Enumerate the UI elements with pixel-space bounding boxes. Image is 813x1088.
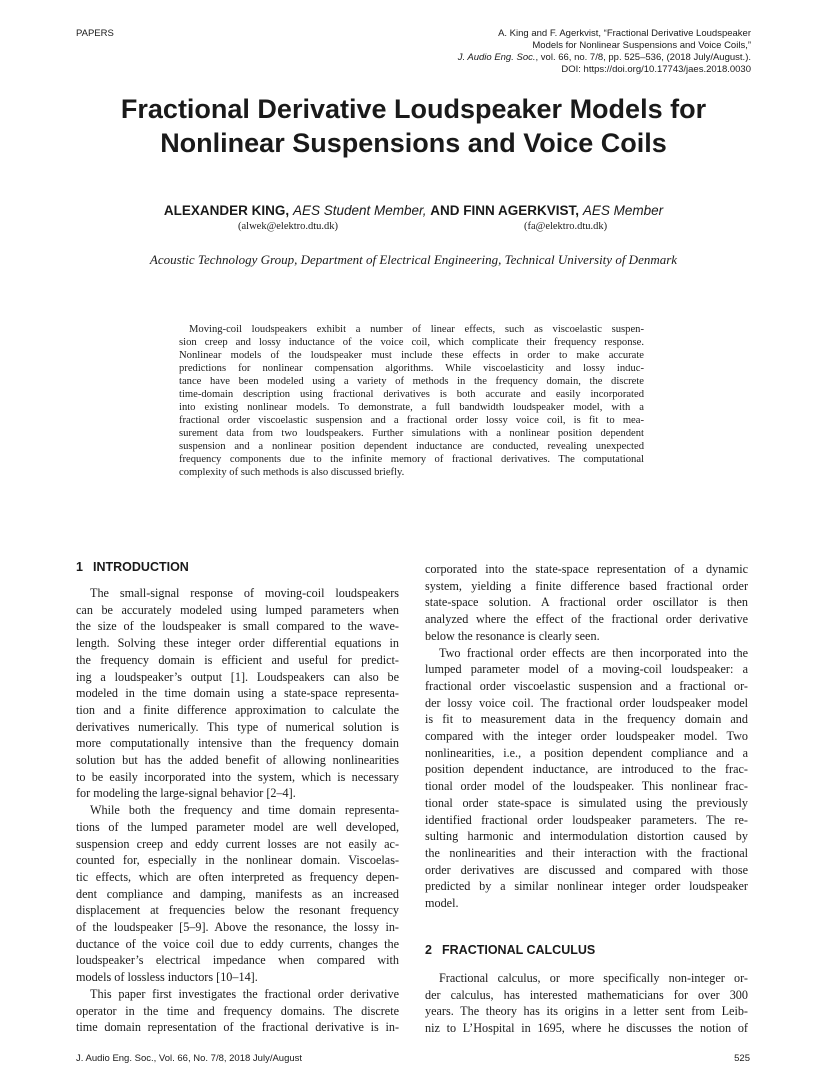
section-heading-introduction xyxy=(76,560,189,574)
footer-page-number: 525 xyxy=(734,1053,750,1064)
body-line: Two fractional order effects are then incorporated into the xyxy=(439,645,748,660)
body-line: the frequency domain is efficient and useful for predict- xyxy=(76,652,399,667)
body-line: corporated into the state-space representation of a dynamic xyxy=(425,562,748,576)
body-line: ing a loudspeaker’s output [1]. Loudspeakers can also be xyxy=(76,669,399,684)
body-line: is fit to measurement data in the frequency domain and xyxy=(425,712,748,727)
body-line: the nonlinearities and their interaction with the fractional xyxy=(425,845,748,860)
abstract-line: fractional order viscoelastic suspension and a fractional order lossy voice coil, is fit to mea- xyxy=(179,415,644,426)
citation-journal-details: , vol. 66, no. 7/8, pp. 525–536, (2018 July/August.). xyxy=(535,52,751,63)
body-line: for modeling the large-signal behavior [2–4]. xyxy=(76,786,296,801)
author-1-name: ALEXANDER KING, xyxy=(163,203,290,218)
body-line: This paper first investigates the fractional order derivative xyxy=(90,986,399,1001)
body-line: counted for, especially in the nonlinear domain. Viscoelas- xyxy=(76,853,399,868)
abstract-line: into existing nonlinear models. To demonstrate, a full bandwidth loudspeaker model, with a xyxy=(179,402,644,413)
body-line: nonlinearities, i.e., a position dependent compliance and a xyxy=(425,745,748,760)
right-column-body xyxy=(425,561,748,912)
body-line: below the resonance is clearly seen. xyxy=(425,628,600,643)
section-title: INTRODUCTION xyxy=(93,560,189,574)
body-line: solution but has the added benefit of allowing nonlinearities xyxy=(76,753,399,768)
body-line: ductance of the voice coil due to eddy currents, changes the xyxy=(76,936,399,951)
abstract-line: surement data from two loudspeakers. Further simulations with a nonlinear position dependent xyxy=(179,428,644,439)
body-line: identified fractional order loudspeaker parameters. The re- xyxy=(425,812,748,827)
body-line: niz to L’Hospital in 1695, where he discusses the notion of xyxy=(425,1021,748,1036)
body-line: position dependent inductance, are introduced to the frac- xyxy=(425,762,748,777)
citation-journal: J. Audio Eng. Soc. xyxy=(457,52,536,63)
body-line: system, yielding a finite difference based fractional order xyxy=(425,578,748,593)
body-line: more computationally intensive than the frequency domain xyxy=(76,736,399,751)
author-2-role: AES Member xyxy=(582,203,664,218)
body-line: lumped parameter model of a moving-coil loudspeaker: a xyxy=(425,662,748,677)
body-line: tions of the lumped parameter model are well developed, xyxy=(76,819,399,834)
body-line: can be accurately modeled using lumped parameters when xyxy=(76,602,399,617)
citation-line: Models for Nonlinear Suspensions and Voice Coils,” xyxy=(532,40,751,51)
body-line: displacement at frequencies below the resonant frequency xyxy=(76,903,399,918)
body-line: order derivatives are discussed and compared with those xyxy=(425,862,748,877)
body-line: analyzed where the effect of the fractional order derivative xyxy=(425,612,748,627)
body-line: suspension creep and eddy current losses are not easily ac- xyxy=(76,836,399,851)
title-line: Nonlinear Suspensions and Voice Coils xyxy=(160,128,667,158)
author-2-email: (fa@elektro.dtu.dk) xyxy=(524,221,608,232)
abstract-line: sion creep and lossy inductance of the voice coil, which complicate their frequency response. xyxy=(179,337,644,348)
title-line: Fractional Derivative Loudspeaker Models for xyxy=(120,94,707,124)
body-line: time domain representation of the fractional derivative is in- xyxy=(76,1020,399,1035)
author-line xyxy=(76,203,751,218)
body-line: operator in the time and frequency domains. The discrete xyxy=(76,1003,399,1018)
citation-journal-line xyxy=(331,52,751,64)
body-line: years. The theory has its origins in a letter sent from Leib- xyxy=(425,1004,748,1019)
citation-line: A. King and F. Agerkvist, “Fractional Derivative Loudspeaker xyxy=(498,28,751,39)
citation-doi: DOI: https://doi.org/10.17743/jaes.2018.0030 xyxy=(561,64,751,75)
footer-journal-issue: J. Audio Eng. Soc., Vol. 66, No. 7/8, 2018 July/August xyxy=(76,1053,303,1064)
body-line: tional order model of the loudspeaker. This nonlinear frac- xyxy=(425,779,748,794)
body-line: models of lossless inductors [10–14]. xyxy=(76,970,258,985)
running-header-citation xyxy=(331,28,751,76)
body-line: Fractional calculus, or more specifically non-integer or- xyxy=(439,971,748,985)
body-line: derivatives numerically. This type of numerical solution is xyxy=(76,719,399,734)
body-line: compared with the integer order loudspeaker model. Two xyxy=(425,729,748,744)
body-line: state-space solution. A fractional order oscillator is then xyxy=(425,595,748,610)
abstract-line: suspension and a nonlinear position dependent inductance are conducted, revealing unexpected xyxy=(179,441,644,452)
body-line: of the loudspeaker [5–9]. Above the resonance, the lossy in- xyxy=(76,920,399,935)
body-line: loudspeaker’s electrical impedance when compared with xyxy=(76,953,399,968)
author-1-role: AES Student Member, xyxy=(292,203,427,218)
body-line: length. Solving these integer order differential equations in xyxy=(76,636,399,651)
body-line: tional order state-space is simulated using the previously xyxy=(425,795,748,810)
body-line: sulting harmonic and intermodulation distortion caused by xyxy=(425,829,748,844)
author-1-email: (alwek@elektro.dtu.dk) xyxy=(238,221,339,232)
body-line: tion and a finite difference approximation to calculate the xyxy=(76,702,399,717)
abstract-line: complexity of such methods is also discussed briefly. xyxy=(179,467,405,478)
paper-title xyxy=(76,92,751,160)
abstract-line: Nonlinear models of the loudspeaker must include these effects in order to make accurate xyxy=(179,350,644,361)
author-joiner: AND FINN AGERKVIST, xyxy=(430,203,580,218)
body-line: der lossy voice coil. The fractional order loudspeaker model xyxy=(425,695,748,710)
abstract-line: Moving-coil loudspeakers exhibit a number of linear effects, such as viscoelastic suspen- xyxy=(189,324,644,335)
body-line: tic effects, which are often interpreted as frequency depen- xyxy=(76,869,399,884)
body-line: the size of the loudspeaker is small compared to the wave- xyxy=(76,619,399,634)
body-line: fractional order viscoelastic suspension and a fractional or- xyxy=(425,678,748,693)
section-2-body xyxy=(425,970,748,1037)
body-line: predicted by a similar nonlinear integer order loudspeaker xyxy=(425,879,748,894)
abstract-line: tance have been modeled using a variety of methods in the frequency domain, the discrete xyxy=(179,376,644,387)
running-header-section: PAPERS xyxy=(76,28,114,39)
abstract-line: time-domain description using fractional derivatives is both accurate and easily incorporated xyxy=(179,389,644,400)
abstract-line: frequency components due to the infinite memory of fractional derivatives. The computational xyxy=(179,454,644,465)
section-heading-fractional-calculus xyxy=(425,943,595,957)
body-line: der calculus, has interested mathematicians for over 300 xyxy=(425,987,748,1002)
section-number: 1 xyxy=(76,560,83,574)
body-line: modeled in the time domain using a state-space representa- xyxy=(76,686,399,701)
body-line: to be easily incorporated into the system, which is necessary xyxy=(76,769,399,784)
body-line: dent compliance and damping, manifests as an increased xyxy=(76,886,399,901)
body-line: While both the frequency and time domain representa- xyxy=(90,803,399,818)
section-title: FRACTIONAL CALCULUS xyxy=(442,943,596,957)
abstract-line: predictions for nonlinear compensation algorithms. While viscoelasticity and lossy induc- xyxy=(179,363,644,374)
body-line: The small-signal response of moving-coil loudspeakers xyxy=(90,586,399,600)
section-number: 2 xyxy=(425,943,432,957)
abstract xyxy=(179,323,644,479)
left-column-body xyxy=(76,585,399,1036)
body-line: model. xyxy=(425,896,459,911)
affiliation: Acoustic Technology Group, Department of Electrical Engineering, Technical University of Denmark xyxy=(149,252,678,267)
